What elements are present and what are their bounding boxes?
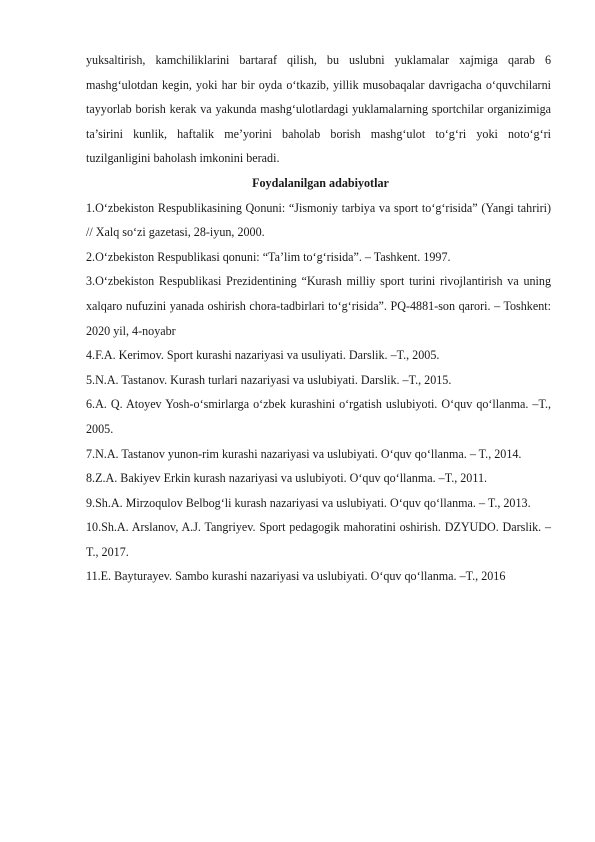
reference-item: 3.O‘zbekiston Respublikasi Prezidentining “Kurash milliy sport turini rivojlantirish va uning xalqaro nufuzini yanada oshirish chora-tadbirlari to‘g‘risida”. PQ-4881-son qarori. – Toshkent: 2020 yil, 4-noyabr	[86, 274, 551, 338]
reference-item: 7.N.A. Tastanov yunon-rim kurashi nazariyasi va uslubiyati. O‘quv qo‘llanma. – T., 2014.	[86, 446, 522, 461]
references-heading: Foydalanilgan adabiyotlar	[252, 175, 389, 190]
reference-item: 6.A. Q. Atoyev Yosh-o‘smirlarga o‘zbek kurashini o‘rgatish uslubiyoti. O‘quv qo‘llanma. –T., 2005.	[86, 397, 551, 436]
reference-item: 2.O‘zbekiston Respublikasi qonuni: “Ta’lim to‘g‘risida”. – Tashkent. 1997.	[86, 249, 451, 264]
reference-item: 5.N.A. Tastanov. Kurash turlari nazariyasi va uslubiyati. Darslik. –T., 2015.	[86, 372, 452, 387]
document-page	[86, 48, 551, 589]
reference-item: 11.E. Bayturayev. Sambo kurashi nazariyasi va uslubiyati. O‘quv qo‘llanma. –T., 2016	[86, 569, 506, 584]
reference-item: 9.Sh.A. Mirzoqulov Belbog‘li kurash nazariyasi va uslubiyati. O‘quv qo‘llanma. – T., 2013.	[86, 495, 531, 510]
reference-item: 4.F.A. Kerimov. Sport kurashi nazariyasi va usuliyati. Darslik. –T., 2005.	[86, 348, 440, 363]
reference-item: 1.O‘zbekiston Respublikasining Qonuni: “Jismoniy tarbiya va sport to‘g‘risida” (Yangi tahriri) // Xalq so‘zi gazetasi, 28-iyun, 2000.	[86, 200, 551, 240]
body-paragraph: yuksaltirish, kamchiliklarini bartaraf qilish, bu uslubni yuklamalar xajmiga qarab 6 mashg‘ulotdan kegin, yoki har bir oyda o‘tkazib, yillik musobaqalar davrigacha o‘quvchilarni tayyorlab borish kerak va yakunda mashg‘ulotlardagi yuklamalarning sportchilar organizimiga ta’sirini kunlik, haftalik me’yorini baholab borish mashg‘ulot to‘g‘ri yoki noto‘g‘ri tuzilganligini baholash imkonini beradi.	[86, 53, 551, 166]
references-list	[86, 196, 551, 590]
reference-item: 8.Z.A. Bakiyev Erkin kurash nazariyasi va uslubiyoti. O‘quv qo‘llanma. –T., 2011.	[86, 471, 488, 486]
reference-item: 10.Sh.A. Arslanov, A.J. Tangriyev. Sport pedagogik mahoratini oshirish. DZYUDO. Darslik. –T., 2017.	[86, 520, 551, 559]
